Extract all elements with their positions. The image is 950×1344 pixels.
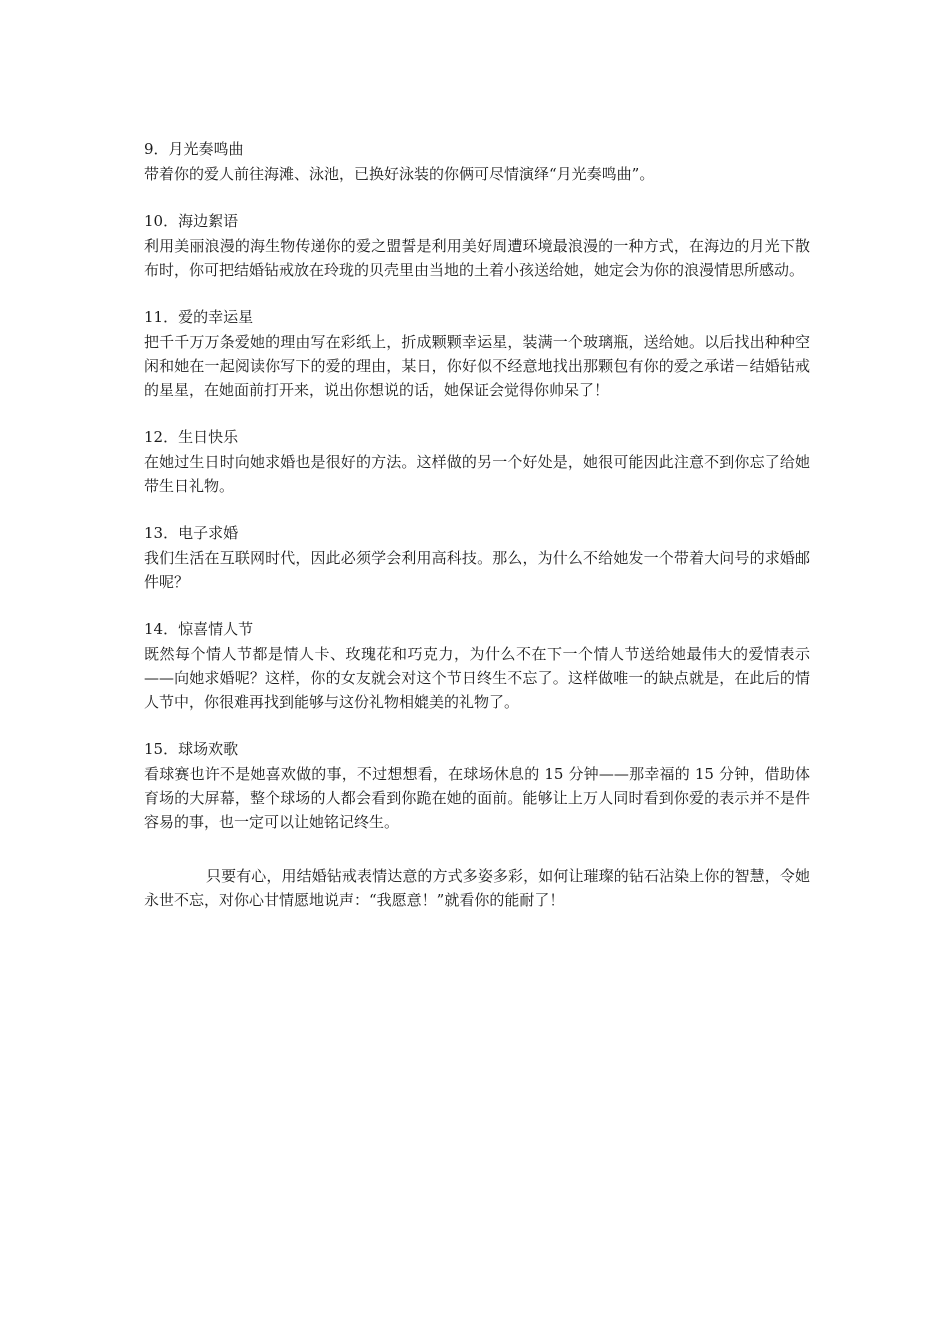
document-page bbox=[144, 136, 810, 912]
section-body: 在她过生日时向她求婚也是很好的方法。这样做的另一个好处是，她很可能因此注意不到你忘了给她带生日礼物。 bbox=[144, 453, 810, 495]
section-body: 看球赛也许不是她喜欢做的事，不过想想看，在球场休息的 15 分钟——那幸福的 15 分钟，借助体育场的大屏幕，整个球场的人都会看到你跪在她的面前。能够让上万人同时看到你爱的表示并不是件容易的事，也一定可以让她铭记终生。 bbox=[144, 765, 810, 831]
section-heading: 12．生日快乐 bbox=[144, 428, 239, 446]
section-body: 利用美丽浪漫的海生物传递你的爱之盟誓是利用美好周遭环境最浪漫的一种方式，在海边的月光下散布时，你可把结婚钻戒放在玲珑的贝壳里由当地的土着小孩送给她，她定会为你的浪漫情思所感动。 bbox=[144, 237, 810, 279]
section-heading: 9．月光奏鸣曲 bbox=[144, 140, 244, 158]
section-11 bbox=[144, 304, 810, 402]
section-body: 带着你的爱人前往海滩、泳池，已换好泳装的你俩可尽情演绎“月光奏鸣曲”。 bbox=[144, 165, 655, 183]
section-12 bbox=[144, 424, 810, 498]
section-13 bbox=[144, 520, 810, 594]
section-heading: 13．电子求婚 bbox=[144, 524, 239, 542]
section-heading: 14．惊喜情人节 bbox=[144, 620, 254, 638]
section-15 bbox=[144, 736, 810, 834]
section-9 bbox=[144, 136, 810, 186]
section-heading: 11．爱的幸运星 bbox=[144, 308, 254, 326]
section-body: 我们生活在互联网时代，因此必须学会利用高科技。那么，为什么不给她发一个带着大问号的求婚邮件呢？ bbox=[144, 549, 810, 591]
closing-paragraph: 只要有心，用结婚钻戒表情达意的方式多姿多彩，如何让璀璨的钻石沾染上你的智慧，令她永世不忘，对你心甘情愿地说声：“我愿意！”就看你的能耐了！ bbox=[144, 867, 810, 909]
section-10 bbox=[144, 208, 810, 282]
section-heading: 15．球场欢歌 bbox=[144, 740, 239, 758]
section-14 bbox=[144, 616, 810, 714]
section-heading: 10．海边絮语 bbox=[144, 212, 239, 230]
section-body: 把千千万万条爱她的理由写在彩纸上，折成颗颗幸运星，装满一个玻璃瓶，送给她。以后找出种种空闲和她在一起阅读你写下的爱的理由，某日，你好似不经意地找出那颗包有你的爱之承诺－结婚钻戒的星星，在她面前打开来，说出你想说的话，她保证会觉得你帅呆了！ bbox=[144, 333, 810, 399]
section-body: 既然每个情人节都是情人卡、玫瑰花和巧克力，为什么不在下一个情人节送给她最伟大的爱情表示——向她求婚呢？这样，你的女友就会对这个节日终生不忘了。这样做唯一的缺点就是，在此后的情人节中，你很难再找到能够与这份礼物相媲美的礼物了。 bbox=[144, 645, 810, 711]
